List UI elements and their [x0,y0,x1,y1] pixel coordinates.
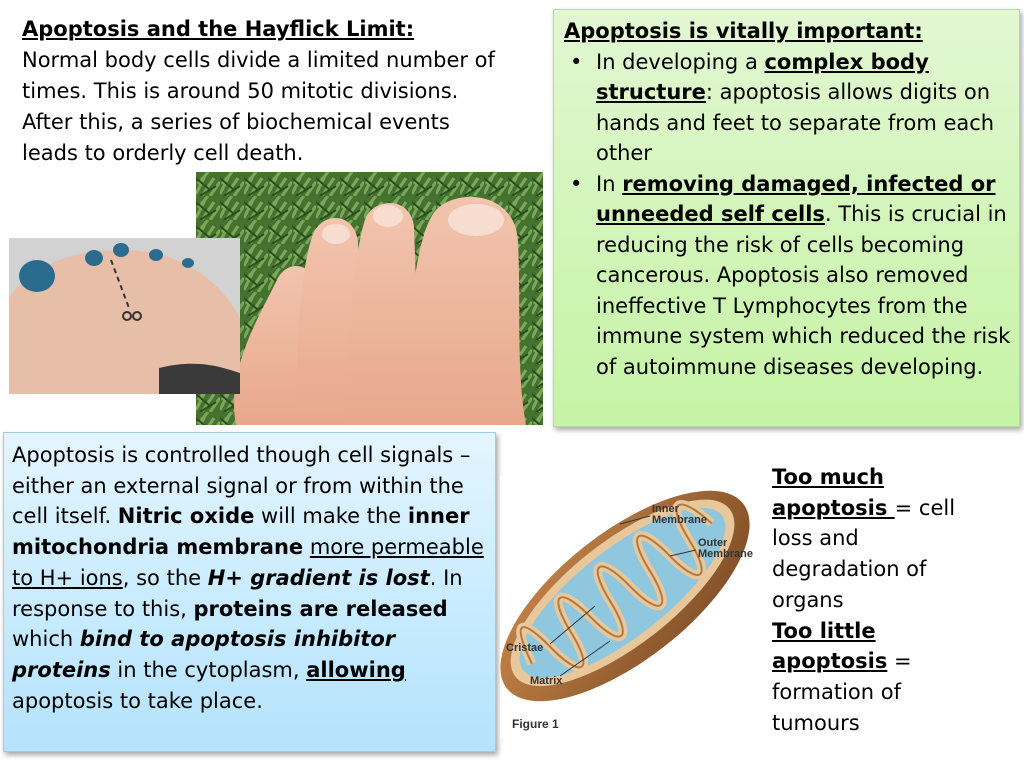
bullet-text: In [596,171,623,196]
too-much-text: = cell loss and degradation of organs [772,495,956,612]
apoptosis-balance [772,462,992,738]
importance-title: Apoptosis is vitally important: [564,19,923,43]
control-emphasis: bind to apoptosis inhibitor proteins [12,627,396,682]
figure-caption: Figure 1 [512,717,559,731]
control-text: will make the [254,504,408,529]
bullet-text: In developing a [596,49,765,74]
importance-box [553,9,1020,427]
importance-bullet-damaged-cells [564,169,1011,383]
control-text: which [12,627,80,652]
bullet-emphasis: removing damaged, infected or unneeded self cells [596,171,996,226]
toes-photo [196,172,543,425]
hayflick-section [22,14,512,169]
too-much-label: Too much apoptosis [772,465,895,520]
painted-toes-photo [9,238,240,394]
control-box [3,432,496,752]
importance-bullet-structure [564,47,1011,169]
control-text: . In response to this, [12,565,463,621]
control-text: Apoptosis is controlled though cell signals – either an external signal or from within the cell itself. [12,443,471,529]
matrix-label: Matrix [530,675,563,687]
importance-list [564,47,1011,383]
control-emphasis: H+ gradient is lost [207,565,430,590]
bullet-text: : apoptosis allows digits on hands and feet to separate from each other [596,80,995,165]
mitochondrion-diagram [500,476,760,738]
control-emphasis: inner mitochondria membrane [12,504,470,560]
painted-toes-photo-image [9,238,240,394]
bullet-emphasis: complex body structure [596,49,929,104]
control-emphasis: more permeable to H+ ions [12,535,484,590]
control-text [303,535,310,559]
too-little-label: Too little apoptosis [772,618,888,674]
too-little-text: = formation of tumours [772,649,912,735]
cristae-label: Cristae [506,642,544,654]
toes-photo-image [196,172,543,425]
mitochondrion-figure [500,476,760,738]
control-text: , so the [122,565,208,590]
control-emphasis: Nitric oxide [117,504,255,529]
control-emphasis: allowing [306,657,406,682]
hayflick-title: Apoptosis and the Hayflick Limit: [22,17,415,41]
outer-membrane-label: Outer Membrane [698,537,754,560]
control-text: apoptosis to take place. [12,688,263,713]
bullet-text: . This is crucial in reducing the risk of cells becoming cancerous. Apoptosis also removed ineffective T Lymphocytes from the immune system which reduced the risk of autoimmune diseases developing. [596,202,1011,379]
control-text: in the cytoplasm, [110,657,307,682]
hayflick-body: Normal body cells divide a limited number of times. This is around 50 mitotic divisions. After this, a series of biochemical events leads to orderly cell death. [22,48,495,165]
control-emphasis: proteins are released [193,596,448,621]
inner-membrane-label: Inner Membrane [652,503,708,526]
